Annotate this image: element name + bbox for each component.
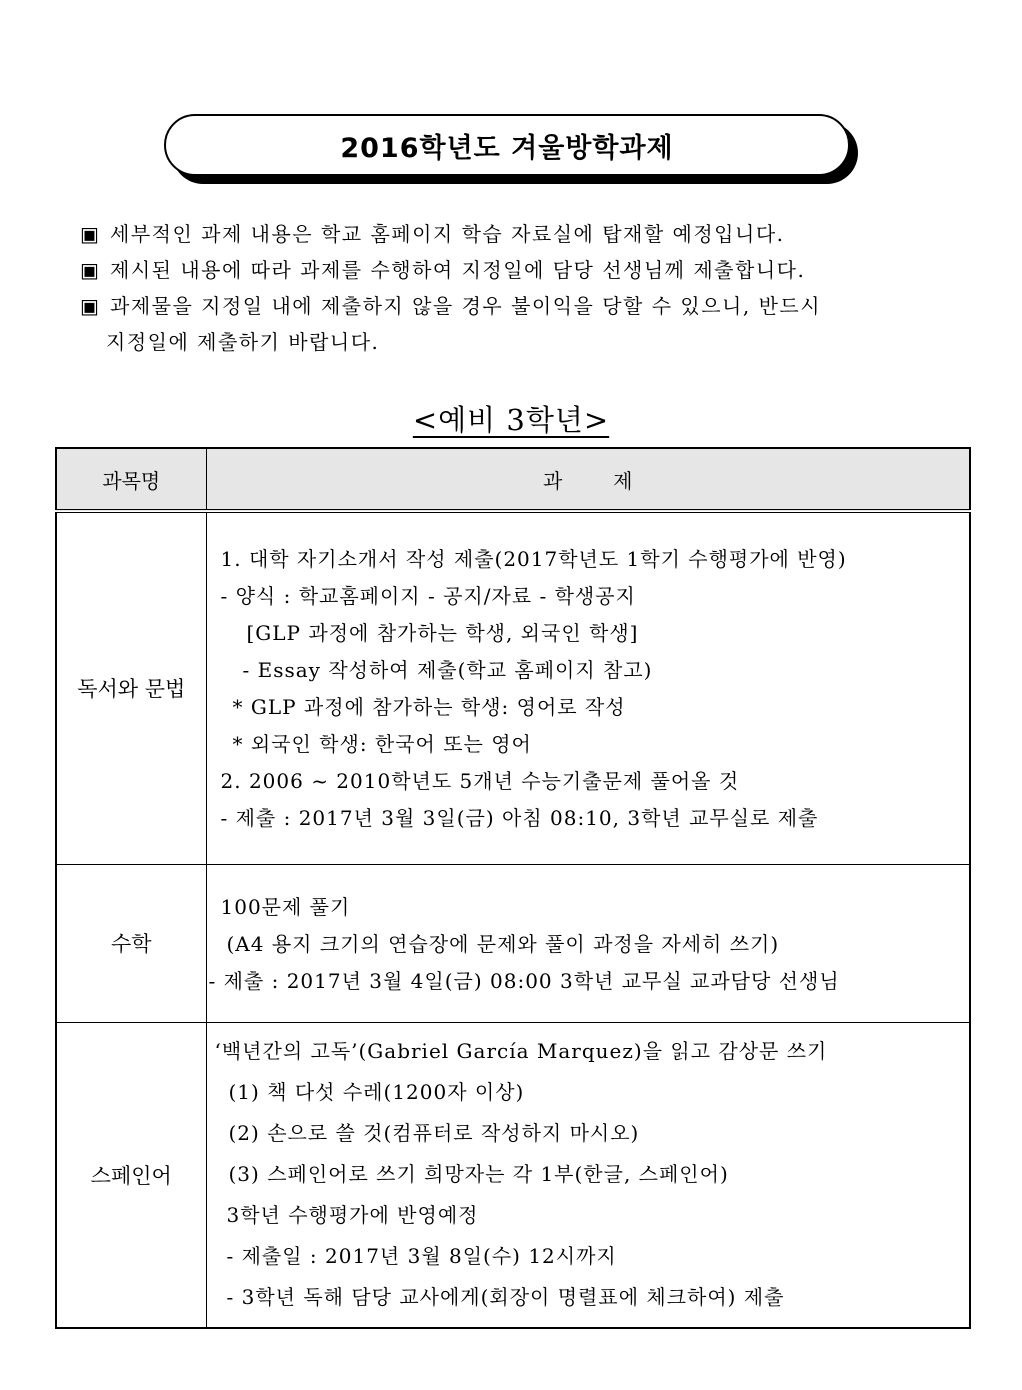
task-line: * GLP 과정에 참가하는 학생: 영어로 작성 <box>232 695 626 719</box>
task-cell <box>206 1022 970 1328</box>
task-line: [GLP 과정에 참가하는 학생, 외국인 학생] <box>246 621 639 645</box>
task-line: - 3학년 독해 담당 교사에게(회장이 명렬표에 체크하여) 제출 <box>226 1284 785 1309</box>
notice-text: 제시된 내용에 따라 과제를 수행하여 지정일에 담당 선생님께 제출합니다. <box>110 258 806 282</box>
square-bullet-icon: ▣ <box>80 258 101 282</box>
task-line: 100문제 풀기 <box>220 894 351 919</box>
section-title <box>0 398 1022 439</box>
assignment-table <box>55 447 971 1329</box>
title-box <box>164 114 850 176</box>
task-line: ‘백년간의 고독’(Gabriel García Marquez)을 읽고 감상문 쓰기 <box>214 1038 828 1063</box>
task-line: 1. 대학 자기소개서 작성 제출(2017학년도 1학기 수행평가에 반영) <box>220 547 847 571</box>
header-task: 과 제 <box>206 448 970 511</box>
task-line: - 제출 : 2017년 3월 3일(금) 아침 08:10, 3학년 교무실로 제출 <box>220 806 819 830</box>
table-header-row <box>56 448 970 511</box>
subject-cell: 스페인어 <box>56 1022 206 1328</box>
task-cell <box>206 864 970 1022</box>
notice-list <box>80 216 960 360</box>
table-row <box>56 511 970 864</box>
subject-cell: 수학 <box>56 864 206 1022</box>
task-line: 2. 2006 ~ 2010학년도 5개년 수능기출문제 풀어올 것 <box>220 769 740 793</box>
square-bullet-icon: ▣ <box>80 222 101 246</box>
notice-text: 과제물을 지정일 내에 제출하지 않을 경우 불이익을 당할 수 있으니, 반드시 <box>110 294 822 318</box>
task-line: - 제출 : 2017년 3월 4일(금) 08:00 3학년 교무실 교과담당 선생님 <box>208 968 840 993</box>
notice-item <box>80 288 960 324</box>
table-row <box>56 864 970 1022</box>
notice-text: 세부적인 과제 내용은 학교 홈페이지 학습 자료실에 탑재할 예정입니다. <box>110 222 785 246</box>
square-bullet-icon: ▣ <box>80 294 101 318</box>
task-line: (3) 스페인어로 쓰기 희망자는 각 1부(한글, 스페인어) <box>228 1161 729 1186</box>
task-line: (2) 손으로 쓸 것(컴퓨터로 작성하지 마시오) <box>228 1120 640 1145</box>
task-line: - 제출일 : 2017년 3월 8일(수) 12시까지 <box>226 1243 617 1268</box>
task-line: 3학년 수행평가에 반영예정 <box>226 1202 479 1227</box>
task-line: (A4 용지 크기의 연습장에 문제와 풀이 과정을 자세히 쓰기) <box>226 931 780 956</box>
task-line: - Essay 작성하여 제출(학교 홈페이지 참고) <box>242 658 653 682</box>
subject-cell: 독서와 문법 <box>56 511 206 864</box>
task-cell <box>206 511 970 864</box>
task-line: - 양식 : 학교홈페이지 - 공지/자료 - 학생공지 <box>220 584 636 608</box>
notice-continuation: 지정일에 제출하기 바랍니다. <box>106 330 380 354</box>
task-line: (1) 책 다섯 수레(1200자 이상) <box>228 1079 525 1104</box>
task-line: * 외국인 학생: 한국어 또는 영어 <box>232 732 532 756</box>
table-row <box>56 1022 970 1328</box>
notice-item <box>80 252 960 288</box>
header-subject: 과목명 <box>56 448 206 511</box>
notice-item <box>80 216 960 252</box>
section-title-text: <예비 3학년> <box>412 403 610 437</box>
document-title: 2016학년도 겨울방학과제 <box>340 132 674 164</box>
